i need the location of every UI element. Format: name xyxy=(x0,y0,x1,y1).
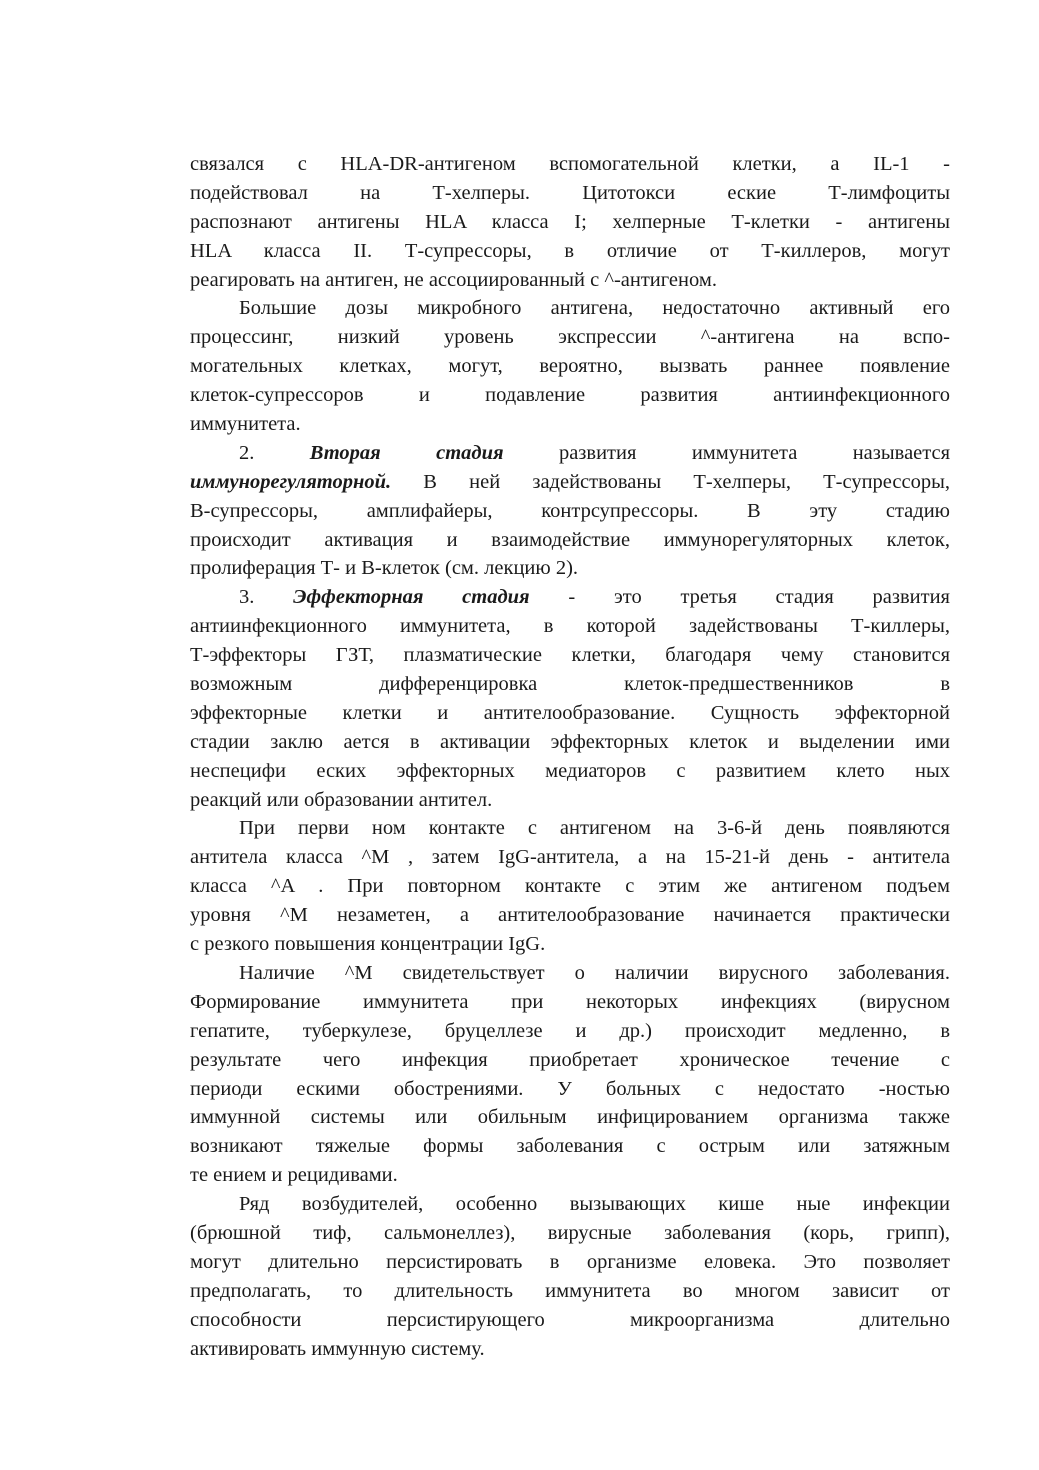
text-line xyxy=(190,150,950,179)
text-segment: Т-эффекторы ГЗТ, плазматические клетки, благодаря чему становится xyxy=(190,644,950,667)
text-line xyxy=(190,294,950,323)
text-line xyxy=(190,1277,950,1306)
text-line xyxy=(190,237,950,266)
text-segment: связался с HLA-DR-антигеном вспомогательной клетки, а IL-1 - xyxy=(190,153,950,175)
text-line xyxy=(190,699,950,728)
text-line xyxy=(190,641,950,670)
text-segment: Ряд возбудителей, особенно вызывающих кише ные инфекции xyxy=(239,1193,950,1216)
text-line xyxy=(190,1132,950,1161)
text-segment: 3. xyxy=(239,586,294,609)
text-line xyxy=(190,497,950,526)
text-line xyxy=(190,1017,950,1046)
text-segment: класса ^A . При повторном контакте с этим же антигеном подъем xyxy=(190,875,950,898)
text-segment: (брюшной тиф, сальмонеллез), вирусные заболевания (корь, грипп), xyxy=(190,1221,950,1244)
text-segment: - это третья стадия развития xyxy=(529,586,950,609)
text-segment: иммунитета. xyxy=(190,413,301,436)
text-segment: неспецифи еских эффекторных медиаторов с развитием клето ных xyxy=(190,759,950,782)
text-line xyxy=(190,670,950,699)
text-segment: гепатите, туберкулезе, бруцеллезе и др.) происходит медленно, в xyxy=(190,1019,950,1042)
text-line xyxy=(190,1306,950,1335)
text-line xyxy=(190,554,950,583)
paragraph xyxy=(190,294,950,438)
text-segment: результате чего инфекция приобретает хроническое течение с xyxy=(190,1048,950,1071)
paragraph xyxy=(190,583,950,814)
text-line xyxy=(190,901,950,930)
text-segment: Формирование иммунитета при некоторых инфекциях (вирусном xyxy=(190,990,950,1013)
text-segment: распознают антигены HLA класса I; хелперные Т-клетки - антигены xyxy=(190,210,950,233)
text-segment: пролиферация Т- и В-клеток (см. лекцию 2). xyxy=(190,557,579,580)
text-line xyxy=(190,526,950,555)
text-segment: эффекторные клетки и антителообразование. Сущность эффекторной xyxy=(190,701,950,724)
text-line xyxy=(190,1046,950,1075)
text-line xyxy=(190,757,950,786)
text-line xyxy=(190,988,950,1017)
text-line xyxy=(190,179,950,208)
text-segment: периоди ескими обострениями. У больных с недостато -ностью xyxy=(190,1077,950,1100)
paragraph xyxy=(190,439,950,583)
text-segment: предполагать, то длительность иммунитета во многом зависит от xyxy=(190,1279,950,1302)
text-line xyxy=(190,1075,950,1104)
paragraph xyxy=(190,959,950,1190)
text-line xyxy=(190,1248,950,1277)
text-line xyxy=(190,468,950,497)
emphasized-term: Эффекторная стадия xyxy=(293,586,530,609)
text-segment: развития иммунитета называется xyxy=(503,441,950,464)
text-line xyxy=(190,323,950,352)
paragraph xyxy=(190,150,950,294)
text-segment: подействовал на Т-хелперы. Цитотокси еские Т-лимфоциты xyxy=(190,181,950,204)
text-segment: возникают тяжелые формы заболевания с острым или затяжным xyxy=(190,1135,950,1158)
text-line xyxy=(190,959,950,988)
text-segment: процессинг, низкий уровень экспрессии ^-антигена на вспо- xyxy=(190,326,950,349)
text-line xyxy=(190,352,950,381)
text-segment: возможным дифференцировка клеток-предшественников в xyxy=(190,673,950,696)
text-line xyxy=(190,872,950,901)
text-line xyxy=(190,1219,950,1248)
text-line xyxy=(190,612,950,641)
text-segment: антиинфекционного иммунитета, в которой задействованы Т-киллеры, xyxy=(190,615,950,638)
text-segment: происходит активация и взаимодействие иммунорегуляторных клеток, xyxy=(190,528,950,551)
text-segment: В ней задействованы Т-хелперы, Т-супрессоры, xyxy=(391,470,950,493)
text-segment: способности персистирующего микроорганизма длительно xyxy=(190,1308,950,1331)
text-segment: реакций или образовании антител. xyxy=(190,788,493,811)
text-line xyxy=(190,1190,950,1219)
text-segment: При перви ном контакте с антигеном на 3-6-й день появляются xyxy=(239,817,950,840)
text-line xyxy=(190,1161,950,1190)
emphasized-term: Вторая стадия xyxy=(309,441,504,464)
text-segment: те ением и рецидивами. xyxy=(190,1164,398,1187)
text-segment: активировать иммунную систему. xyxy=(190,1337,485,1360)
text-line xyxy=(190,814,950,843)
text-line xyxy=(190,410,950,439)
document-body xyxy=(190,150,950,1363)
text-line xyxy=(190,208,950,237)
text-segment: стадии заклю ается в активации эффекторных клеток и выделении ими xyxy=(190,730,950,753)
paragraph xyxy=(190,1190,950,1363)
text-segment: с резкого повышения концентрации IgG. xyxy=(190,933,546,956)
text-segment: Большие дозы микробного антигена, недостаточно активный его xyxy=(239,297,950,320)
text-line xyxy=(190,583,950,612)
text-segment: иммунной системы или обильным инфицированием организма также xyxy=(190,1106,950,1129)
text-segment: уровня ^M незаметен, а антителообразование начинается практически xyxy=(190,904,950,927)
text-line xyxy=(190,786,950,815)
text-line xyxy=(190,1103,950,1132)
text-line xyxy=(190,1335,950,1364)
text-line xyxy=(190,266,950,295)
paragraph xyxy=(190,814,950,958)
text-segment: антитела класса ^M , затем IgG-антитела, а на 15-21-й день - антитела xyxy=(190,846,950,869)
text-segment: реагировать на антиген, не ассоциированный с ^-антигеном. xyxy=(190,268,717,291)
text-line xyxy=(190,728,950,757)
text-segment: могут длительно персистировать в организме еловека. Это позволяет xyxy=(190,1250,950,1273)
text-segment: В-супрессоры, амплифайеры, контрсупрессоры. В эту стадию xyxy=(190,499,950,522)
text-segment: 2. xyxy=(239,441,310,464)
text-line xyxy=(190,930,950,959)
text-line xyxy=(190,843,950,872)
text-segment: Наличие ^M свидетельствует о наличии вирусного заболевания. xyxy=(239,961,950,984)
emphasized-term: иммунорегуляторной. xyxy=(190,470,392,493)
text-line xyxy=(190,439,950,468)
text-line xyxy=(190,381,950,410)
text-segment: могательных клетках, могут, вероятно, вызвать раннее появление xyxy=(190,355,950,378)
text-segment: HLA класса II. Т-супрессоры, в отличие от Т-киллеров, могут xyxy=(190,239,950,262)
text-segment: клеток-супрессоров и подавление развития антиинфекционного xyxy=(190,384,950,407)
